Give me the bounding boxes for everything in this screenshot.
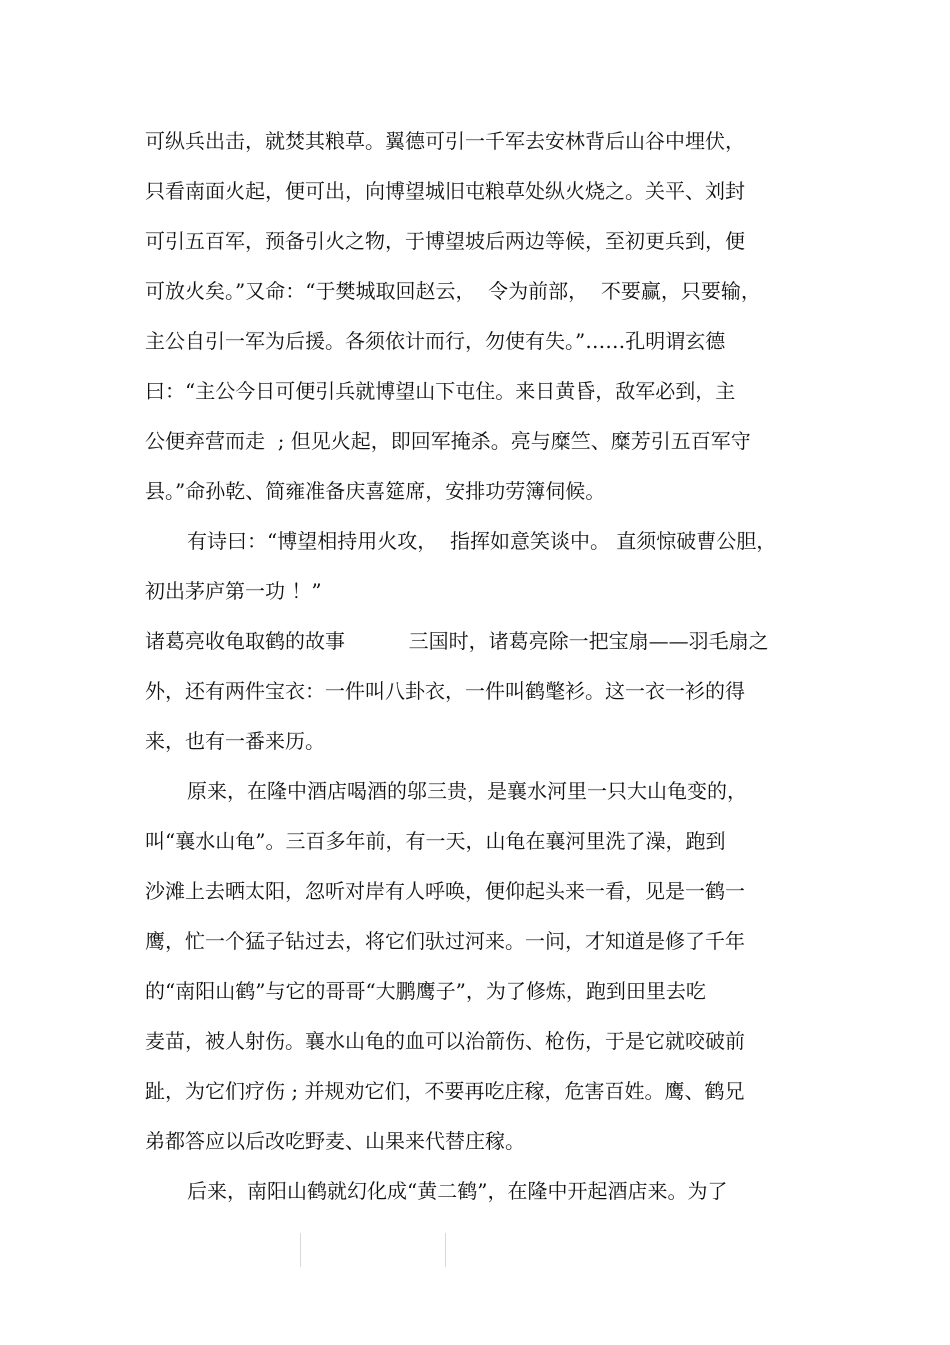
body-text-line: 趾，为它们疗伤 ; 并规劝它们，不要再吃庄稼，危害百姓。鹰、鹤兄 [145,1079,745,1103]
body-text-line: 公便弃营而走 ; 但见火起，即回军掩杀。亮与糜竺、糜芳引五百军守 [145,429,751,453]
body-text-line: 的“南阳山鹤”与它的哥哥“大鹏鹰子”，为了修炼，跑到田里去吃 [145,979,706,1003]
body-text-line: 原来，在隆中酒店喝酒的邬三贵，是襄水河里一只大山龟变的， [187,779,747,803]
body-text-line: 曰：“主公今日可便引兵就博望山下屯住。来日黄昏，敌军必到，主 [145,379,736,403]
poem-line: 初出茅庐第一功 ！” [145,579,322,603]
body-text-line: 弟都答应以后改吃野麦、山果来代替庄稼。 [145,1129,525,1153]
body-text-line: 来，也有一番来历。 [145,729,325,753]
body-text-line: 主公自引一军为后援。各须依计而行，勿使有失。”……孔明谓玄德 [145,329,726,353]
footer-divider-left [300,1233,301,1267]
body-text-line: 可纵兵出击，就焚其粮草。翼德可引一千军去安林背后山谷中埋伏， [145,129,745,153]
footer-divider-right [445,1233,446,1267]
body-text-line: 叫“襄水山龟”。三百多年前，有一天，山龟在襄河里洗了澡，跑到 [145,829,726,853]
body-text-line: 鹰，忙一个猛子钻过去，将它们驮过河来。一问，才知道是修了千年 [145,929,745,953]
section-heading-line: 诸葛亮收龟取鹤的故事 三国时，诸葛亮除一把宝扇——羽毛扇之 [145,629,769,653]
body-text-line: 可引五百军，预备引火之物，于博望坡后两边等候，至初更兵到，便 [145,229,745,253]
body-text-line: 麦苗，被人射伤。襄水山龟的血可以治箭伤、枪伤，于是它就咬破前 [145,1029,745,1053]
body-text-line: 外，还有两件宝衣：一件叫八卦衣，一件叫鹤氅衫。这一衣一衫的得 [145,679,745,703]
body-text-line: 县。”命孙乾、简雍准备庆喜筵席，安排功劳簿伺候。 [145,479,606,503]
body-text-line: 只看南面火起，便可出，向博望城旧屯粮草处纵火烧之。关平、刘封 [145,179,745,203]
poem-line: 有诗曰：“博望相持用火攻， 指挥如意笑谈中。 直须惊破曹公胆， [187,529,777,553]
body-text-line: 可放火矣。”又命：“于樊城取回赵云， 令为前部， 不要赢，只要输， [145,279,761,303]
body-text-line: 后来，南阳山鹤就幻化成“黄二鹤”，在隆中开起酒店来。为了 [187,1179,728,1203]
body-text-line: 沙滩上去晒太阳，忽听对岸有人呼唤，便仰起头来一看，见是一鹤一 [145,879,745,903]
